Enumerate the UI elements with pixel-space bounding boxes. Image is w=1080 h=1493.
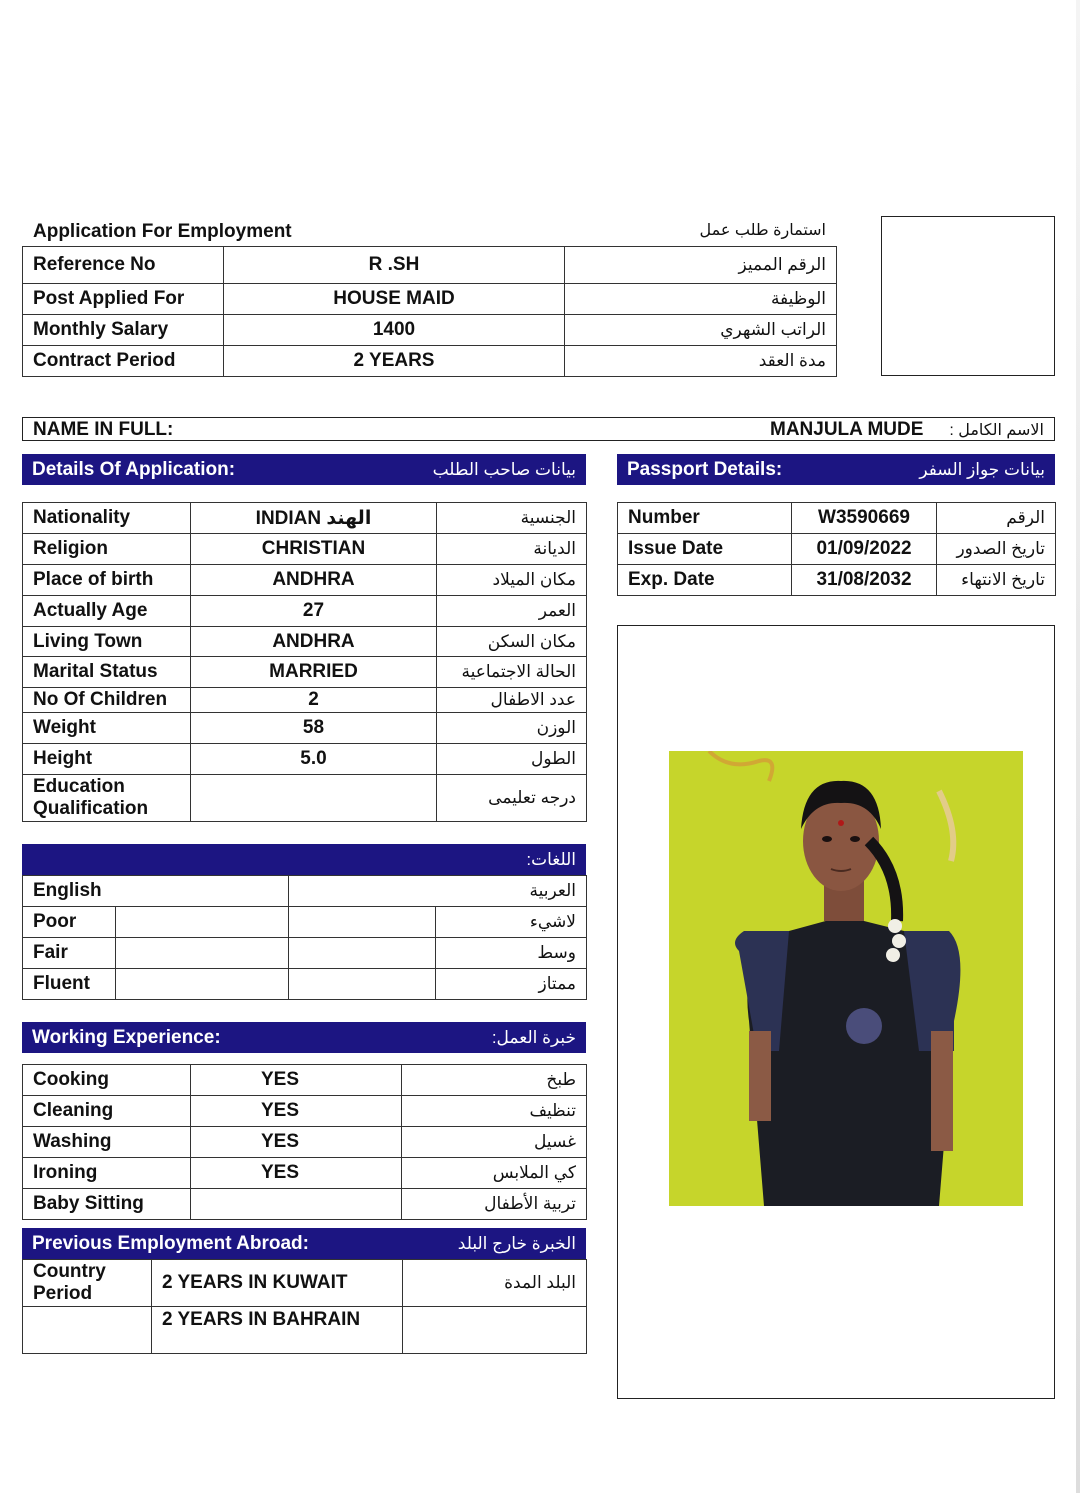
skill-value: YES bbox=[191, 1065, 402, 1096]
table-row bbox=[618, 534, 1056, 565]
detail-label-ar: الطول bbox=[437, 744, 587, 775]
table-row bbox=[23, 688, 587, 713]
detail-value: 5.0 bbox=[191, 744, 437, 775]
abroad-label-ar-empty bbox=[403, 1307, 587, 1354]
passport-value: 01/09/2022 bbox=[792, 534, 937, 565]
table-row bbox=[23, 247, 837, 284]
detail-label: Education Qualification bbox=[23, 775, 191, 822]
salary-value: 1400 bbox=[224, 315, 565, 346]
details-heading: Details Of Application: bbox=[32, 458, 236, 480]
detail-label: Nationality bbox=[23, 503, 191, 534]
skill-label-ar: تنظيف bbox=[402, 1096, 587, 1127]
detail-label: Height bbox=[23, 744, 191, 775]
abroad-label: Country Period bbox=[23, 1260, 152, 1307]
table-row bbox=[23, 969, 587, 1000]
detail-label: Marital Status bbox=[23, 657, 191, 688]
passport-value: 31/08/2032 bbox=[792, 565, 937, 596]
level-label-ar: ممتاز bbox=[436, 969, 587, 1000]
detail-label-ar: مكان السكن bbox=[437, 627, 587, 657]
abroad-entry: 2 YEARS IN BAHRAIN bbox=[152, 1307, 403, 1354]
post-value: HOUSE MAID bbox=[224, 284, 565, 315]
table-row bbox=[23, 284, 837, 315]
page-edge bbox=[1076, 0, 1080, 1493]
passport-label-ar: الرقم bbox=[937, 503, 1056, 534]
detail-label: Actually Age bbox=[23, 596, 191, 627]
table-row bbox=[23, 627, 587, 657]
detail-label-ar: العمر bbox=[437, 596, 587, 627]
language-arabic-label: العربية bbox=[289, 876, 587, 907]
detail-value bbox=[191, 775, 437, 822]
details-header bbox=[22, 454, 586, 485]
table-row bbox=[618, 565, 1056, 596]
experience-header bbox=[22, 1022, 586, 1053]
table-row bbox=[23, 1158, 587, 1189]
contract-label: Contract Period bbox=[23, 346, 224, 377]
level-english-cell bbox=[116, 907, 289, 938]
applicant-photo bbox=[669, 751, 1023, 1206]
detail-label-ar: الوزن bbox=[437, 713, 587, 744]
table-row bbox=[23, 1096, 587, 1127]
abroad-label-ar: البلد المدة bbox=[403, 1260, 587, 1307]
detail-value: ANDHRA bbox=[191, 627, 437, 657]
table-row bbox=[23, 346, 837, 377]
applicant-photo-box bbox=[881, 216, 1055, 376]
detail-value: CHRISTIAN bbox=[191, 534, 437, 565]
level-label-ar: وسط bbox=[436, 938, 587, 969]
name-value: MANJULA MUDE bbox=[770, 419, 924, 440]
experience-heading-ar: خبرة العمل: bbox=[491, 1027, 576, 1047]
passport-heading-ar: بيانات جواز السفر bbox=[919, 459, 1045, 479]
name-label-ar: الاسم الكامل : bbox=[949, 422, 1044, 439]
person-photo-icon bbox=[669, 751, 1023, 1206]
detail-label: Living Town bbox=[23, 627, 191, 657]
detail-label: Weight bbox=[23, 713, 191, 744]
detail-label-ar: الجنسية bbox=[437, 503, 587, 534]
languages-table bbox=[22, 875, 587, 1000]
detail-label-ar: مكان الميلاد bbox=[437, 565, 587, 596]
top-table bbox=[22, 246, 837, 377]
reference-label: Reference No bbox=[23, 247, 224, 284]
abroad-table bbox=[22, 1259, 587, 1354]
name-label: NAME IN FULL: bbox=[33, 419, 174, 440]
passport-label-ar: تاريخ الانتهاء bbox=[937, 565, 1056, 596]
table-row bbox=[23, 744, 587, 775]
table-row bbox=[23, 1065, 587, 1096]
contract-label-ar: مدة العقد bbox=[565, 346, 837, 377]
post-label: Post Applied For bbox=[23, 284, 224, 315]
passport-label: Number bbox=[618, 503, 792, 534]
table-row bbox=[23, 565, 587, 596]
level-label: Fluent bbox=[23, 969, 116, 1000]
table-row bbox=[23, 315, 837, 346]
skill-label: Ironing bbox=[23, 1158, 191, 1189]
level-arabic-cell bbox=[289, 907, 436, 938]
skill-label: Washing bbox=[23, 1127, 191, 1158]
detail-label: Religion bbox=[23, 534, 191, 565]
salary-label: Monthly Salary bbox=[23, 315, 224, 346]
reference-label-ar: الرقم المميز bbox=[565, 247, 837, 284]
name-row bbox=[22, 417, 1055, 441]
detail-label-ar: الحالة الاجتماعية bbox=[437, 657, 587, 688]
form-title: Application For Employment bbox=[33, 221, 292, 242]
table-row bbox=[23, 503, 587, 534]
skill-label: Cleaning bbox=[23, 1096, 191, 1127]
form-title-ar: استمارة طلب عمل bbox=[699, 222, 826, 239]
table-row bbox=[23, 1189, 587, 1220]
experience-heading: Working Experience: bbox=[32, 1026, 221, 1048]
salary-label-ar: الراتب الشهري bbox=[565, 315, 837, 346]
detail-value: 58 bbox=[191, 713, 437, 744]
detail-label-ar: الديانة bbox=[437, 534, 587, 565]
table-row bbox=[23, 657, 587, 688]
skill-label-ar: غسيل bbox=[402, 1127, 587, 1158]
skill-label: Baby Sitting bbox=[23, 1189, 191, 1220]
passport-table bbox=[617, 502, 1056, 596]
detail-label-ar: درجه تعليمى bbox=[437, 775, 587, 822]
level-label: Poor bbox=[23, 907, 116, 938]
table-row bbox=[23, 713, 587, 744]
detail-value: MARRIED bbox=[191, 657, 437, 688]
language-english-label: English bbox=[23, 876, 289, 907]
contract-value: 2 YEARS bbox=[224, 346, 565, 377]
level-label-ar: لاشيء bbox=[436, 907, 587, 938]
table-row bbox=[618, 503, 1056, 534]
detail-label-ar: عدد الاطفال bbox=[437, 688, 587, 713]
level-english-cell bbox=[116, 969, 289, 1000]
languages-heading-ar: اللغات: bbox=[526, 849, 576, 869]
abroad-label-empty bbox=[23, 1307, 152, 1354]
level-arabic-cell bbox=[289, 938, 436, 969]
skill-value bbox=[191, 1189, 402, 1220]
level-label: Fair bbox=[23, 938, 116, 969]
skill-label: Cooking bbox=[23, 1065, 191, 1096]
details-heading-ar: بيانات صاحب الطلب bbox=[432, 459, 576, 479]
passport-label: Exp. Date bbox=[618, 565, 792, 596]
detail-label: Place of birth bbox=[23, 565, 191, 596]
table-row bbox=[23, 534, 587, 565]
level-arabic-cell bbox=[289, 969, 436, 1000]
level-english-cell bbox=[116, 938, 289, 969]
table-row bbox=[23, 1307, 587, 1354]
detail-value: 2 bbox=[191, 688, 437, 713]
details-table bbox=[22, 502, 587, 822]
post-label-ar: الوظيفة bbox=[565, 284, 837, 315]
passport-header bbox=[617, 454, 1055, 485]
detail-value: 27 bbox=[191, 596, 437, 627]
detail-label: No Of Children bbox=[23, 688, 191, 713]
table-row bbox=[23, 596, 587, 627]
abroad-heading: Previous Employment Abroad: bbox=[32, 1232, 309, 1254]
abroad-entry: 2 YEARS IN KUWAIT bbox=[152, 1260, 403, 1307]
table-row bbox=[23, 938, 587, 969]
table-row bbox=[23, 876, 587, 907]
passport-label: Issue Date bbox=[618, 534, 792, 565]
skill-label-ar: كي الملابس bbox=[402, 1158, 587, 1189]
abroad-header bbox=[22, 1228, 586, 1259]
experience-table bbox=[22, 1064, 587, 1220]
passport-heading: Passport Details: bbox=[627, 458, 783, 480]
table-row bbox=[23, 1127, 587, 1158]
table-row bbox=[23, 1260, 587, 1307]
skill-value: YES bbox=[191, 1158, 402, 1189]
table-row bbox=[23, 907, 587, 938]
skill-label-ar: تربية الأطفال bbox=[402, 1189, 587, 1220]
abroad-heading-ar: الخبرة خارج البلد bbox=[457, 1233, 576, 1253]
skill-value: YES bbox=[191, 1096, 402, 1127]
skill-label-ar: طبخ bbox=[402, 1065, 587, 1096]
reference-value: R .SH bbox=[224, 247, 565, 284]
detail-value: ANDHRA bbox=[191, 565, 437, 596]
passport-value: W3590669 bbox=[792, 503, 937, 534]
detail-value: INDIAN الهند bbox=[191, 503, 437, 534]
table-row bbox=[23, 775, 587, 822]
passport-label-ar: تاريخ الصدور bbox=[937, 534, 1056, 565]
skill-value: YES bbox=[191, 1127, 402, 1158]
languages-header bbox=[22, 844, 586, 875]
